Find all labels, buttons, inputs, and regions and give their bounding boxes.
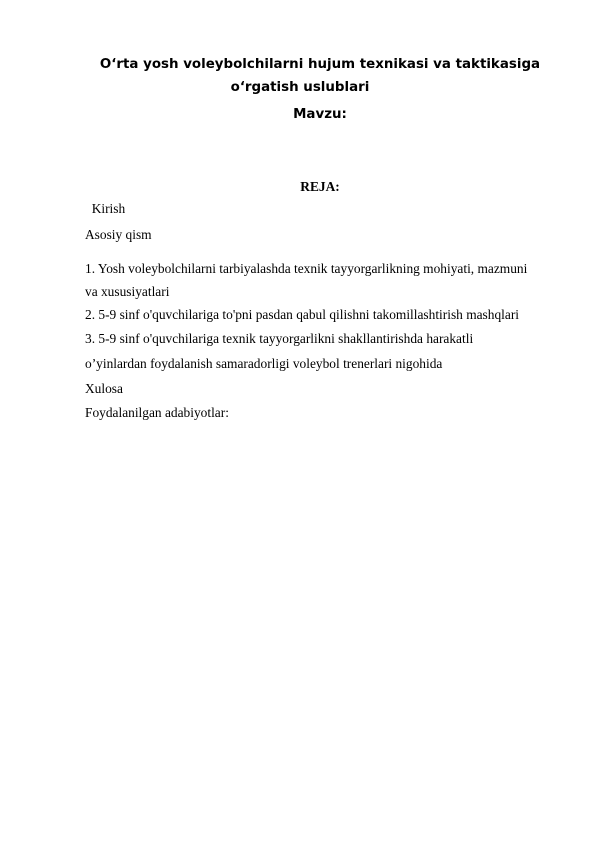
document-title-line-2: o‘rgatish uslublari [230, 80, 370, 95]
plan-item-2: 2. 5-9 sinf o'quvchilariga to'pni pasdan qabul qilishni takomillashtirish mashqlari [85, 307, 520, 322]
plan-item-references: Foydalanilgan adabiyotlar: [85, 405, 229, 420]
subject-label: Mavzu: [293, 107, 347, 122]
plan-item-1-line-1: 1. Yosh voleybolchilarni tarbiyalashda texnik tayyorgarlikning mohiyati, mazmuni [85, 261, 528, 276]
plan-item-main-part: Asosiy qism [85, 227, 152, 242]
plan-item-conclusion: Xulosa [85, 381, 123, 396]
plan-item-introduction: Kirish [85, 201, 126, 216]
plan-heading: REJA: [300, 179, 340, 194]
document-title-line-1: O‘rta yosh voleybolchilarni hujum texnikasi va taktikasiga [99, 57, 541, 72]
plan-item-3-line-2: o’yinlardan foydalanish samaradorligi voleybol trenerlari nigohida [85, 356, 443, 371]
plan-item-1-line-2: va xususiyatlari [85, 284, 170, 299]
plan-item-3-line-1: 3. 5-9 sinf o'quvchilariga texnik tayyorgarlikni shakllantirishda harakatli [85, 331, 474, 346]
